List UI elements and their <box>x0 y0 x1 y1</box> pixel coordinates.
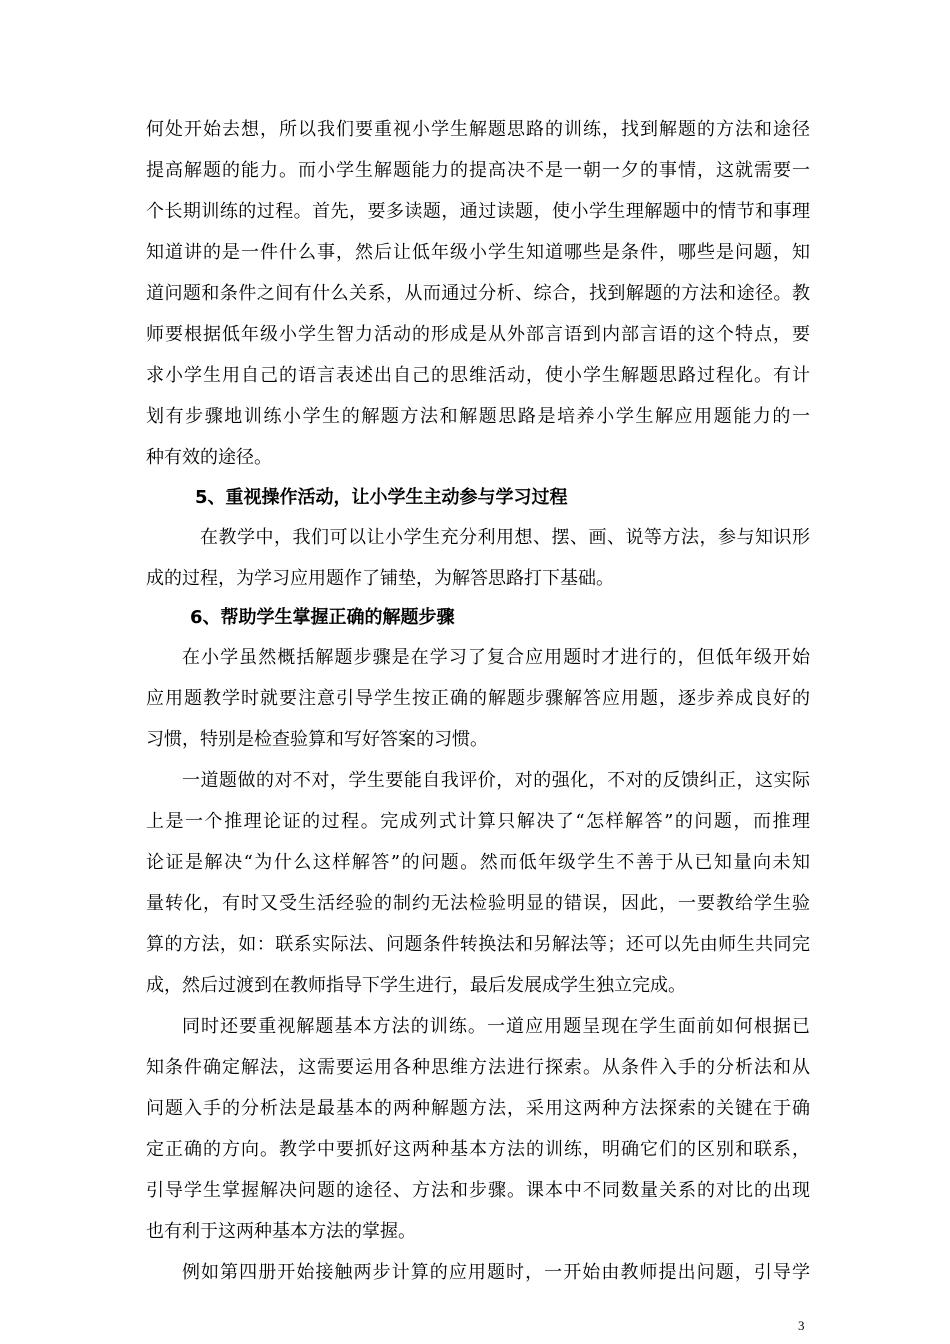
text-line: 知道讲的是一件什么事，然后让低年级小学生知道哪些是条件，哪些是问题，知 <box>146 242 810 263</box>
text-line: 道问题和条件之间有什么关系，从而通过分析、综合，找到解题的方法和途径。教 <box>146 283 810 304</box>
text-line: 论证是解决“为什么这样解答”的问题。然而低年级学生不善于从已知量向未知 <box>146 852 810 873</box>
text-line: 在小学虽然概括解题步骤是在学习了复合应用题时才进行的，但低年级开始 <box>182 647 810 668</box>
page-number: 3 <box>798 1318 805 1333</box>
text-line: 引导学生掌握解决问题的途径、方法和步骤。课本中不同数量关系的对比的出现 <box>146 1180 810 1201</box>
text-line: 上是一个推理论证的过程。完成列式计算只解决了“怎样解答”的问题，而推理 <box>146 811 810 832</box>
text-line: 成的过程，为学习应用题作了铺垫，为解答思路打下基础。 <box>146 568 614 589</box>
text-line: 划有步骤地训练小学生的解题方法和解题思路是培养小学生解应用题能力的一 <box>146 406 810 427</box>
text-line: 算的方法，如：联系实际法、问题条件转换法和另解法等；还可以先由师生共同完 <box>146 934 810 955</box>
text-line: 个长期训练的过程。首先，要多读题，通过读题，使小学生理解题中的情节和事理 <box>146 201 810 222</box>
text-line: 同时还要重视解题基本方法的训练。一道应用题呈现在学生面前如何根据已 <box>182 1016 810 1037</box>
text-line: 在教学中，我们可以让小学生充分利用想、摆、画、说等方法，参与知识形 <box>200 527 810 548</box>
text-line: 应用题教学时就要注意引导学生按正确的解题步骤解答应用题，逐步养成良好的 <box>146 688 810 709</box>
section-heading: 5、重视操作活动，让小学生主动参与学习过程 <box>195 487 568 508</box>
text-line: 提高解题的能力。而小学生解题能力的提高决不是一朝一夕的事情，这就需要一 <box>146 160 810 181</box>
text-line: 例如第四册开始接触两步计算的应用题时，一开始由教师提出问题，引导学 <box>182 1262 810 1283</box>
text-line: 习惯，特别是检查验算和写好答案的习惯。 <box>146 729 488 750</box>
text-line: 也有利于这两种基本方法的掌握。 <box>146 1221 416 1242</box>
text-line: 一道题做的对不对，学生要能自我评价，对的强化，不对的反馈纠正，这实际 <box>182 770 810 791</box>
text-line: 定正确的方向。教学中要抓好这两种基本方法的训练，明确它们的区别和联系， <box>146 1139 810 1160</box>
text-line: 求小学生用自己的语言表述出自己的思维活动，使小学生解题思路过程化。有计 <box>146 365 810 386</box>
text-line: 成，然后过渡到在教师指导下学生进行，最后发展成学生独立完成。 <box>146 975 686 996</box>
section-heading: 6、帮助学生掌握正确的解题步骤 <box>190 607 455 628</box>
text-line: 问题入手的分析法是最基本的两种解题方法，采用这两种方法探索的关键在于确 <box>146 1098 810 1119</box>
text-line: 量转化，有时又受生活经验的制约无法检验明显的错误，因此，一要教给学生验 <box>146 893 810 914</box>
text-line: 知条件确定解法，这需要运用各种思维方法进行探索。从条件入手的分析法和从 <box>146 1057 810 1078</box>
text-line: 何处开始去想，所以我们要重视小学生解题思路的训练，找到解题的方法和途径 <box>146 119 810 140</box>
text-line: 师要根据低年级小学生智力活动的形成是从外部言语到内部言语的这个特点，要 <box>146 324 810 345</box>
text-line: 种有效的途径。 <box>146 447 272 468</box>
